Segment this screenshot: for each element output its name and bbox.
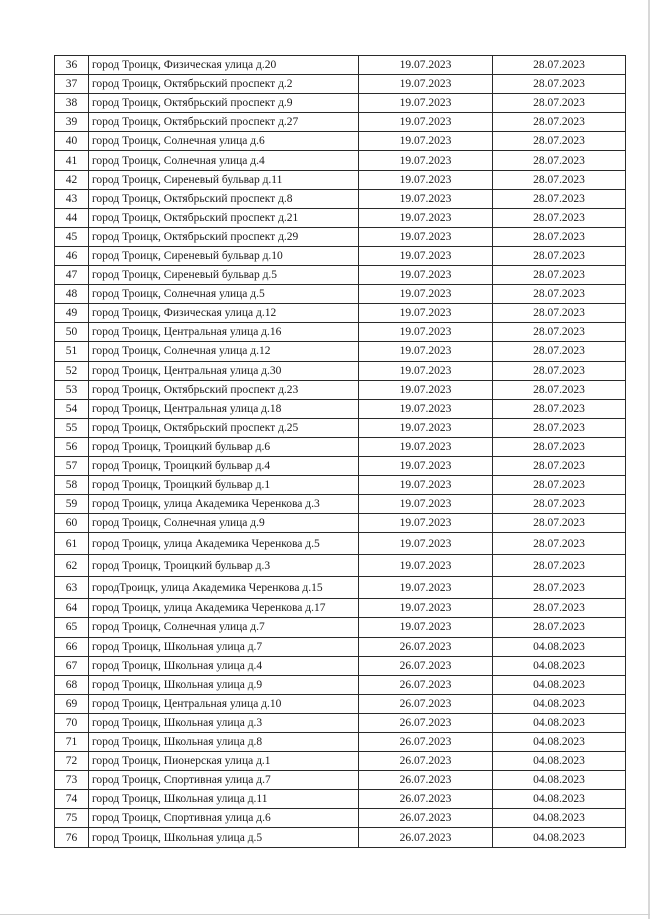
start-date-cell: 19.07.2023: [359, 399, 493, 418]
end-date-cell: 28.07.2023: [493, 208, 626, 227]
start-date-cell: 19.07.2023: [359, 418, 493, 437]
address-cell: город Троицк, Школьная улица д.8: [89, 733, 359, 752]
end-date-cell: 04.08.2023: [493, 733, 626, 752]
table-row: [55, 599, 626, 618]
end-date-cell: 04.08.2023: [493, 771, 626, 790]
row-number-cell: 62: [55, 555, 89, 577]
end-date-cell: 28.07.2023: [493, 113, 626, 132]
table-row: [55, 637, 626, 656]
table-row: [55, 752, 626, 771]
start-date-cell: 19.07.2023: [359, 75, 493, 94]
end-date-cell: 28.07.2023: [493, 437, 626, 456]
address-cell: город Троицк, Школьная улица д.9: [89, 675, 359, 694]
end-date-cell: 28.07.2023: [493, 599, 626, 618]
address-cell: город Троицк, Физическая улица д.12: [89, 304, 359, 323]
row-number-cell: 44: [55, 208, 89, 227]
end-date-cell: 04.08.2023: [493, 713, 626, 732]
address-cell: город Троицк, Октябрьский проспект д.25: [89, 418, 359, 437]
row-number-cell: 45: [55, 227, 89, 246]
start-date-cell: 19.07.2023: [359, 342, 493, 361]
address-cell: город Троицк, Сиреневый бульвар д.5: [89, 266, 359, 285]
start-date-cell: 26.07.2023: [359, 637, 493, 656]
table-row: [55, 733, 626, 752]
end-date-cell: 28.07.2023: [493, 75, 626, 94]
start-date-cell: 19.07.2023: [359, 227, 493, 246]
row-number-cell: 64: [55, 599, 89, 618]
start-date-cell: 19.07.2023: [359, 246, 493, 265]
start-date-cell: 19.07.2023: [359, 266, 493, 285]
address-cell: город Троицк, Школьная улица д.11: [89, 790, 359, 809]
address-cell: город Троицк, Солнечная улица д.5: [89, 285, 359, 304]
row-number-cell: 61: [55, 533, 89, 555]
address-cell: город Троицк, Физическая улица д.20: [89, 56, 359, 75]
row-number-cell: 74: [55, 790, 89, 809]
end-date-cell: 28.07.2023: [493, 495, 626, 514]
table-row: [55, 285, 626, 304]
table-row: [55, 75, 626, 94]
row-number-cell: 68: [55, 675, 89, 694]
end-date-cell: 28.07.2023: [493, 399, 626, 418]
row-number-cell: 57: [55, 456, 89, 475]
table-row: [55, 533, 626, 555]
address-cell: город Троицк, Солнечная улица д.4: [89, 151, 359, 170]
table-row: [55, 675, 626, 694]
end-date-cell: 04.08.2023: [493, 637, 626, 656]
table-row: [55, 771, 626, 790]
end-date-cell: 04.08.2023: [493, 790, 626, 809]
table-row: [55, 555, 626, 577]
table-row: [55, 656, 626, 675]
table-row: [55, 418, 626, 437]
start-date-cell: 26.07.2023: [359, 694, 493, 713]
start-date-cell: 19.07.2023: [359, 361, 493, 380]
address-cell: город Троицк, Солнечная улица д.6: [89, 132, 359, 151]
start-date-cell: 19.07.2023: [359, 618, 493, 637]
row-number-cell: 76: [55, 828, 89, 847]
address-cell: город Троицк, Сиреневый бульвар д.10: [89, 246, 359, 265]
row-number-cell: 56: [55, 437, 89, 456]
row-number-cell: 63: [55, 577, 89, 599]
row-number-cell: 59: [55, 495, 89, 514]
start-date-cell: 26.07.2023: [359, 809, 493, 828]
end-date-cell: 28.07.2023: [493, 151, 626, 170]
table-row: [55, 94, 626, 113]
scan-edge-bottom: [0, 914, 650, 915]
address-cell: город Троицк, Троицкий бульвар д.6: [89, 437, 359, 456]
end-date-cell: 28.07.2023: [493, 227, 626, 246]
end-date-cell: 04.08.2023: [493, 809, 626, 828]
end-date-cell: 28.07.2023: [493, 618, 626, 637]
address-cell: город Троицк, улица Академика Черенкова д.17: [89, 599, 359, 618]
start-date-cell: 26.07.2023: [359, 790, 493, 809]
start-date-cell: 19.07.2023: [359, 132, 493, 151]
start-date-cell: 19.07.2023: [359, 456, 493, 475]
start-date-cell: 26.07.2023: [359, 713, 493, 732]
row-number-cell: 69: [55, 694, 89, 713]
end-date-cell: 28.07.2023: [493, 380, 626, 399]
table-row: [55, 790, 626, 809]
row-number-cell: 40: [55, 132, 89, 151]
row-number-cell: 58: [55, 476, 89, 495]
start-date-cell: 19.07.2023: [359, 323, 493, 342]
address-cell: город Троицк, Солнечная улица д.12: [89, 342, 359, 361]
end-date-cell: 28.07.2023: [493, 361, 626, 380]
address-cell: город Троицк, Центральная улица д.10: [89, 694, 359, 713]
start-date-cell: 19.07.2023: [359, 189, 493, 208]
row-number-cell: 43: [55, 189, 89, 208]
table-row: [55, 246, 626, 265]
table-row: [55, 132, 626, 151]
end-date-cell: 28.07.2023: [493, 456, 626, 475]
row-number-cell: 42: [55, 170, 89, 189]
start-date-cell: 26.07.2023: [359, 656, 493, 675]
table-row: [55, 713, 626, 732]
address-cell: город Троицк, улица Академика Черенкова д.5: [89, 533, 359, 555]
address-cell: город Троицк, Октябрьский проспект д.29: [89, 227, 359, 246]
table-row: [55, 618, 626, 637]
table-row: [55, 323, 626, 342]
end-date-cell: 28.07.2023: [493, 342, 626, 361]
start-date-cell: 19.07.2023: [359, 599, 493, 618]
address-cell: город Троицк, Сиреневый бульвар д.11: [89, 170, 359, 189]
start-date-cell: 26.07.2023: [359, 828, 493, 847]
end-date-cell: 28.07.2023: [493, 533, 626, 555]
row-number-cell: 54: [55, 399, 89, 418]
start-date-cell: 26.07.2023: [359, 771, 493, 790]
table-row: [55, 809, 626, 828]
address-cell: город Троицк, Школьная улица д.7: [89, 637, 359, 656]
table-row: [55, 304, 626, 323]
row-number-cell: 67: [55, 656, 89, 675]
table-row: [55, 170, 626, 189]
start-date-cell: 19.07.2023: [359, 533, 493, 555]
end-date-cell: 04.08.2023: [493, 656, 626, 675]
row-number-cell: 49: [55, 304, 89, 323]
end-date-cell: 28.07.2023: [493, 246, 626, 265]
address-cell: город Троицк, Центральная улица д.18: [89, 399, 359, 418]
address-cell: город Троицк, Школьная улица д.5: [89, 828, 359, 847]
start-date-cell: 19.07.2023: [359, 56, 493, 75]
table-row: [55, 266, 626, 285]
row-number-cell: 47: [55, 266, 89, 285]
end-date-cell: 28.07.2023: [493, 266, 626, 285]
end-date-cell: 28.07.2023: [493, 304, 626, 323]
address-cell: город Троицк, Школьная улица д.4: [89, 656, 359, 675]
end-date-cell: 28.07.2023: [493, 94, 626, 113]
address-cell: город Троицк, Центральная улица д.30: [89, 361, 359, 380]
address-cell: город Троицк, Спортивная улица д.6: [89, 809, 359, 828]
row-number-cell: 53: [55, 380, 89, 399]
table-row: [55, 456, 626, 475]
end-date-cell: 28.07.2023: [493, 476, 626, 495]
address-cell: город Троицк, Пионерская улица д.1: [89, 752, 359, 771]
address-cell: город Троицк, Троицкий бульвар д.3: [89, 555, 359, 577]
table-row: [55, 342, 626, 361]
end-date-cell: 28.07.2023: [493, 170, 626, 189]
row-number-cell: 72: [55, 752, 89, 771]
end-date-cell: 28.07.2023: [493, 514, 626, 533]
row-number-cell: 48: [55, 285, 89, 304]
address-cell: город Троицк, Октябрьский проспект д.27: [89, 113, 359, 132]
table-row: [55, 828, 626, 847]
table-row: [55, 694, 626, 713]
end-date-cell: 04.08.2023: [493, 694, 626, 713]
end-date-cell: 28.07.2023: [493, 418, 626, 437]
table-row: [55, 151, 626, 170]
table-row: [55, 208, 626, 227]
address-cell: город Троицк, Солнечная улица д.7: [89, 618, 359, 637]
address-cell: город Троицк, Школьная улица д.3: [89, 713, 359, 732]
start-date-cell: 19.07.2023: [359, 304, 493, 323]
address-cell: город Троицк, Солнечная улица д.9: [89, 514, 359, 533]
table-row: [55, 476, 626, 495]
end-date-cell: 28.07.2023: [493, 285, 626, 304]
table-row: [55, 495, 626, 514]
row-number-cell: 65: [55, 618, 89, 637]
end-date-cell: 28.07.2023: [493, 56, 626, 75]
row-number-cell: 39: [55, 113, 89, 132]
row-number-cell: 38: [55, 94, 89, 113]
start-date-cell: 26.07.2023: [359, 675, 493, 694]
address-cell: город Троицк, Октябрьский проспект д.21: [89, 208, 359, 227]
start-date-cell: 19.07.2023: [359, 437, 493, 456]
row-number-cell: 70: [55, 713, 89, 732]
start-date-cell: 19.07.2023: [359, 495, 493, 514]
table-row: [55, 399, 626, 418]
address-cell: город Троицк, Октябрьский проспект д.2: [89, 75, 359, 94]
address-cell: город Троицк, улица Академика Черенкова д.3: [89, 495, 359, 514]
start-date-cell: 19.07.2023: [359, 514, 493, 533]
table-row: [55, 361, 626, 380]
row-number-cell: 60: [55, 514, 89, 533]
row-number-cell: 55: [55, 418, 89, 437]
row-number-cell: 52: [55, 361, 89, 380]
end-date-cell: 28.07.2023: [493, 189, 626, 208]
table-row: [55, 437, 626, 456]
end-date-cell: 28.07.2023: [493, 132, 626, 151]
address-cell: город Троицк, Центральная улица д.16: [89, 323, 359, 342]
address-cell: город Троицк, Октябрьский проспект д.23: [89, 380, 359, 399]
address-cell: город Троицк, Октябрьский проспект д.9: [89, 94, 359, 113]
start-date-cell: 19.07.2023: [359, 380, 493, 399]
address-cell: город Троицк, Троицкий бульвар д.1: [89, 476, 359, 495]
start-date-cell: 19.07.2023: [359, 208, 493, 227]
row-number-cell: 71: [55, 733, 89, 752]
start-date-cell: 19.07.2023: [359, 113, 493, 132]
start-date-cell: 19.07.2023: [359, 94, 493, 113]
table-row: [55, 113, 626, 132]
start-date-cell: 19.07.2023: [359, 285, 493, 304]
row-number-cell: 66: [55, 637, 89, 656]
start-date-cell: 19.07.2023: [359, 577, 493, 599]
start-date-cell: 26.07.2023: [359, 733, 493, 752]
address-cell: город Троицк, Спортивная улица д.7: [89, 771, 359, 790]
address-cell: город Троицк, Октябрьский проспект д.8: [89, 189, 359, 208]
address-cell: городТроицк, улица Академика Черенкова д.15: [89, 577, 359, 599]
start-date-cell: 19.07.2023: [359, 151, 493, 170]
row-number-cell: 36: [55, 56, 89, 75]
table-row: [55, 380, 626, 399]
table-row: [55, 514, 626, 533]
start-date-cell: 19.07.2023: [359, 555, 493, 577]
row-number-cell: 46: [55, 246, 89, 265]
row-number-cell: 41: [55, 151, 89, 170]
table-row: [55, 577, 626, 599]
row-number-cell: 75: [55, 809, 89, 828]
end-date-cell: 28.07.2023: [493, 555, 626, 577]
end-date-cell: 04.08.2023: [493, 828, 626, 847]
end-date-cell: 28.07.2023: [493, 323, 626, 342]
table-body: [55, 56, 626, 848]
row-number-cell: 51: [55, 342, 89, 361]
end-date-cell: 04.08.2023: [493, 675, 626, 694]
end-date-cell: 04.08.2023: [493, 752, 626, 771]
address-cell: город Троицк, Троицкий бульвар д.4: [89, 456, 359, 475]
table-row: [55, 189, 626, 208]
table-row: [55, 227, 626, 246]
start-date-cell: 26.07.2023: [359, 752, 493, 771]
row-number-cell: 50: [55, 323, 89, 342]
start-date-cell: 19.07.2023: [359, 170, 493, 189]
row-number-cell: 37: [55, 75, 89, 94]
table-row: [55, 56, 626, 75]
row-number-cell: 73: [55, 771, 89, 790]
end-date-cell: 28.07.2023: [493, 577, 626, 599]
address-schedule-table: [54, 55, 626, 848]
start-date-cell: 19.07.2023: [359, 476, 493, 495]
